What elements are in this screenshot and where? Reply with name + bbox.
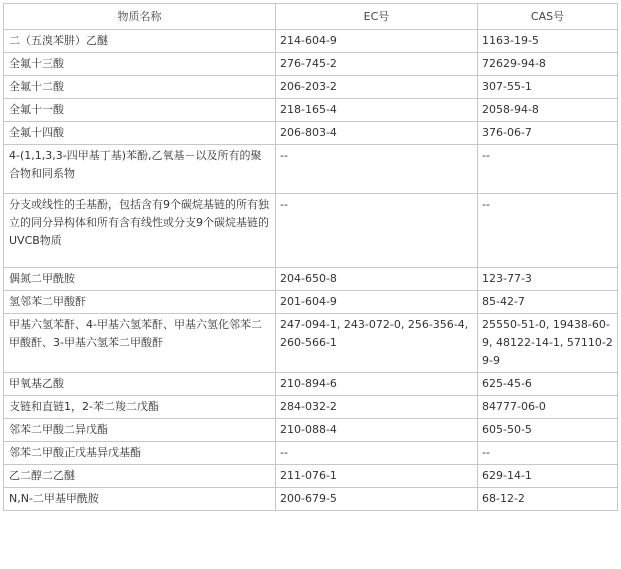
substance-name-cell: 甲氧基乙酸	[4, 373, 276, 396]
header-ec-number: EC号	[276, 4, 478, 30]
ec-number-cell: 206-803-4	[276, 122, 478, 145]
ec-number-cell: 210-894-6	[276, 373, 478, 396]
substance-name-cell: N,N-二甲基甲酰胺	[4, 488, 276, 511]
table-row	[4, 194, 618, 268]
substance-name-cell: 全氟十二酸	[4, 76, 276, 99]
cas-number-cell: 1163-19-5	[478, 30, 618, 53]
table-header-row	[4, 4, 618, 30]
ec-number-cell: 210-088-4	[276, 419, 478, 442]
ec-number-cell: --	[276, 145, 478, 194]
table-row	[4, 314, 618, 373]
cas-number-cell: 85-42-7	[478, 291, 618, 314]
table-row	[4, 419, 618, 442]
table-row	[4, 396, 618, 419]
table-row	[4, 291, 618, 314]
table-row	[4, 145, 618, 194]
header-substance-name: 物质名称	[4, 4, 276, 30]
cas-number-cell: 123-77-3	[478, 268, 618, 291]
table-row	[4, 442, 618, 465]
substance-name-cell: 二（五溴苯肼）乙醚	[4, 30, 276, 53]
substance-name-cell: 全氟十三酸	[4, 53, 276, 76]
substance-name-cell: 4-(1,1,3,3-四甲基丁基)苯酚,乙氧基－以及所有的聚合物和同系物	[4, 145, 276, 194]
ec-number-cell: --	[276, 194, 478, 268]
cas-number-cell: 84777-06-0	[478, 396, 618, 419]
cas-number-cell: 605-50-5	[478, 419, 618, 442]
ec-number-cell: 214-604-9	[276, 30, 478, 53]
cas-number-cell: --	[478, 145, 618, 194]
table-body	[4, 30, 618, 511]
cas-number-cell: 629-14-1	[478, 465, 618, 488]
header-cas-number: CAS号	[478, 4, 618, 30]
table-row	[4, 488, 618, 511]
substance-name-cell: 偶氮二甲酰胺	[4, 268, 276, 291]
cas-number-cell: --	[478, 194, 618, 268]
substance-name-cell: 氢邻苯二甲酸酐	[4, 291, 276, 314]
table-row	[4, 268, 618, 291]
table-row	[4, 30, 618, 53]
table-row	[4, 76, 618, 99]
ec-number-cell: 247-094-1, 243-072-0, 256-356-4, 260-566-1	[276, 314, 478, 373]
ec-number-cell: 204-650-8	[276, 268, 478, 291]
ec-number-cell: 211-076-1	[276, 465, 478, 488]
table-row	[4, 465, 618, 488]
ec-number-cell: 276-745-2	[276, 53, 478, 76]
substance-name-cell: 邻苯二甲酸正戊基异戊基酯	[4, 442, 276, 465]
cas-number-cell: 2058-94-8	[478, 99, 618, 122]
ec-number-cell: 200-679-5	[276, 488, 478, 511]
cas-number-cell: --	[478, 442, 618, 465]
table-row	[4, 99, 618, 122]
cas-number-cell: 376-06-7	[478, 122, 618, 145]
table-row	[4, 53, 618, 76]
substance-name-cell: 甲基六氢苯酐、4-甲基六氢苯酐、甲基六氢化邻苯二甲酸酐、3-甲基六氢苯二甲酸酐	[4, 314, 276, 373]
ec-number-cell: 206-203-2	[276, 76, 478, 99]
substance-name-cell: 分支或线性的壬基酚，包括含有9个碳烷基链的所有独立的同分异构体和所有含有线性或分支9个碳烷基链的UVCB物质	[4, 194, 276, 268]
table-row	[4, 122, 618, 145]
substance-name-cell: 全氟十一酸	[4, 99, 276, 122]
ec-number-cell: 284-032-2	[276, 396, 478, 419]
cas-number-cell: 68-12-2	[478, 488, 618, 511]
substance-name-cell: 邻苯二甲酸二异戊酯	[4, 419, 276, 442]
substance-name-cell: 全氟十四酸	[4, 122, 276, 145]
substance-name-cell: 支链和直链1，2-苯二羧二戊酯	[4, 396, 276, 419]
substance-name-cell: 乙二醇二乙醚	[4, 465, 276, 488]
cas-number-cell: 625-45-6	[478, 373, 618, 396]
table-row	[4, 373, 618, 396]
ec-number-cell: --	[276, 442, 478, 465]
cas-number-cell: 72629-94-8	[478, 53, 618, 76]
cas-number-cell: 307-55-1	[478, 76, 618, 99]
cas-number-cell: 25550-51-0, 19438-60-9, 48122-14-1, 57110-29-9	[478, 314, 618, 373]
ec-number-cell: 218-165-4	[276, 99, 478, 122]
substance-table	[3, 3, 618, 511]
ec-number-cell: 201-604-9	[276, 291, 478, 314]
